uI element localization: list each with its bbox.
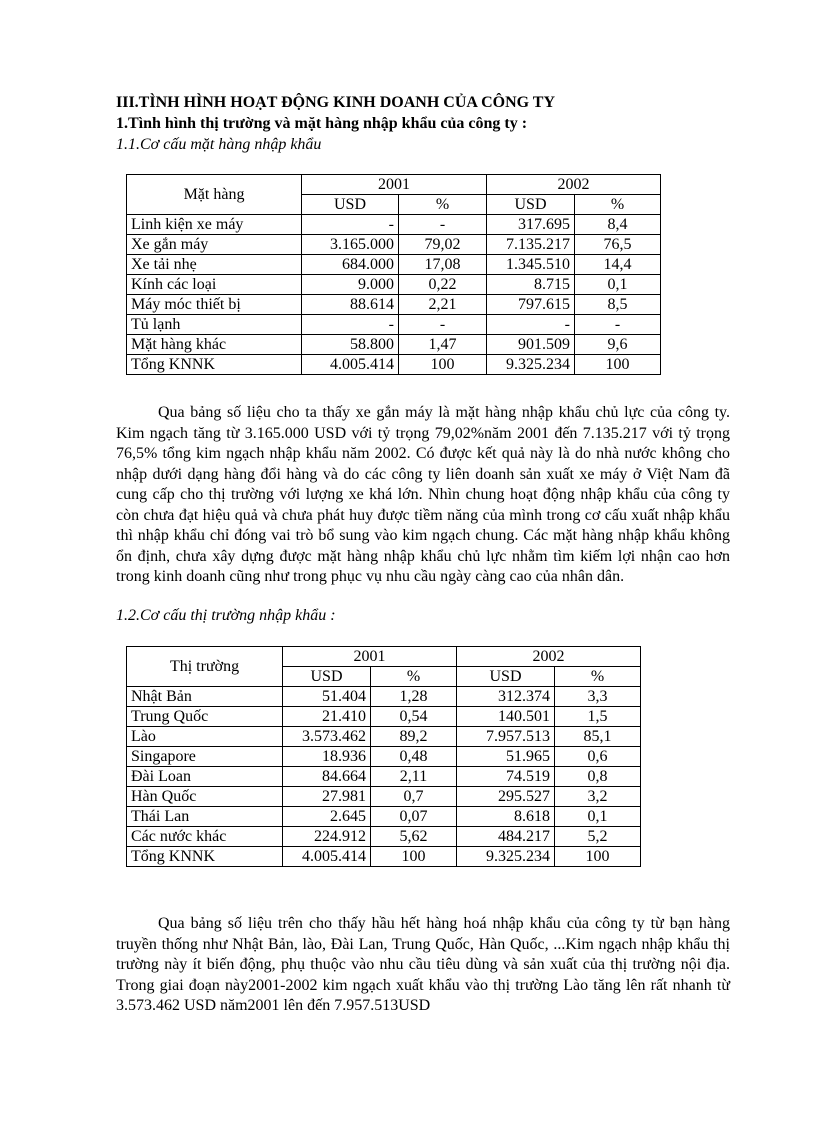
header-pct: %	[575, 195, 661, 215]
cell-name: Singapore	[127, 747, 283, 767]
cell-usd-2001: 51.404	[283, 687, 371, 707]
subsection-heading: 1.Tình hình thị trường và mặt hàng nhập khẩu của công ty :	[116, 115, 528, 132]
cell-usd-2001: 3.573.462	[283, 727, 371, 747]
cell-usd-2002: 9.325.234	[457, 847, 555, 867]
header-pct: %	[399, 195, 487, 215]
cell-usd-2002: 51.965	[457, 747, 555, 767]
cell-usd-2002: 901.509	[487, 335, 575, 355]
table-header-row	[127, 175, 661, 195]
cell-pct-2002: -	[575, 315, 661, 335]
cell-usd-2001: -	[302, 315, 399, 335]
cell-pct-2002: 1,5	[555, 707, 641, 727]
header-pct: %	[555, 667, 641, 687]
section-heading: III.TÌNH HÌNH HOẠT ĐỘNG KINH DOANH CỦA CÔNG TY	[116, 94, 556, 111]
header-year-2001: 2001	[283, 647, 457, 667]
cell-pct-2001: 100	[399, 355, 487, 375]
cell-usd-2002: 484.217	[457, 827, 555, 847]
cell-pct-2001: 0,07	[371, 807, 457, 827]
cell-name: Thái Lan	[127, 807, 283, 827]
cell-usd-2002: 295.527	[457, 787, 555, 807]
header-market: Thị trường	[127, 647, 283, 687]
subsection-1-2-heading: 1.2.Cơ cấu thị trường nhập khẩu :	[116, 607, 336, 624]
table-row	[127, 847, 641, 867]
header-pct: %	[371, 667, 457, 687]
cell-pct-2001: 100	[371, 847, 457, 867]
subsection-1-1-heading: 1.1.Cơ cấu mặt hàng nhập khẩu	[116, 136, 322, 153]
cell-pct-2001: 1,28	[371, 687, 457, 707]
cell-pct-2001: 1,47	[399, 335, 487, 355]
header-year-2002: 2002	[487, 175, 661, 195]
cell-pct-2001: 2,11	[371, 767, 457, 787]
cell-usd-2001: 58.800	[302, 335, 399, 355]
cell-pct-2002: 100	[575, 355, 661, 375]
cell-pct-2001: 79,02	[399, 235, 487, 255]
analysis-paragraph-1: Qua bảng số liệu cho ta thấy xe gắn máy là mặt hàng nhập khẩu chủ lực của công ty. Kim ngạch tăng từ 3.165.000 USD với tỷ trọng 79,02%năm 2001 đến 7.135.217 với tỷ trọng 76,5% tổng kim ngạch nhập khẩu năm 2002. Có được kết quả này là do nhà nước không cho nhập dưới dạng hàng đổi hàng và do các công ty liên doanh sản xuất xe máy ở Việt Nam đã cung cấp cho thị trường với lượng xe khá lớn. Nhìn chung hoạt động nhập khẩu của công ty còn chưa đạt hiệu quả và chưa phát huy được tiềm năng của mình trong cơ cấu xuất nhập khẩu thì nhập khẩu chỉ đóng vai trò bổ sung vào kim ngạch chung. Các mặt hàng nhập khẩu không ổn định, chưa xây dựng được mặt hàng nhập khẩu chủ lực nhằm tìm kiếm lợi nhận cao hơn trong kinh doanh cũng như trong phục vụ nhu cầu ngày càng cao của nhân dân.	[116, 404, 730, 585]
header-goods: Mặt hàng	[127, 175, 302, 215]
header-usd: USD	[457, 667, 555, 687]
table-row	[127, 727, 641, 747]
cell-name: Tổng KNNK	[127, 355, 302, 375]
cell-usd-2001: 9.000	[302, 275, 399, 295]
cell-usd-2001: 224.912	[283, 827, 371, 847]
table-row	[127, 687, 641, 707]
cell-usd-2001: 3.165.000	[302, 235, 399, 255]
table-row	[127, 255, 661, 275]
cell-pct-2001: 0,22	[399, 275, 487, 295]
cell-name: Máy móc thiết bị	[127, 295, 302, 315]
table-row	[127, 335, 661, 355]
cell-pct-2002: 9,6	[575, 335, 661, 355]
table-row	[127, 275, 661, 295]
cell-name: Trung Quốc	[127, 707, 283, 727]
table-header-row	[127, 647, 641, 667]
table-row	[127, 747, 641, 767]
table-row	[127, 295, 661, 315]
cell-usd-2001: -	[302, 215, 399, 235]
table-row	[127, 827, 641, 847]
cell-usd-2001: 2.645	[283, 807, 371, 827]
cell-usd-2002: 9.325.234	[487, 355, 575, 375]
table-row	[127, 315, 661, 335]
cell-usd-2002: 8.618	[457, 807, 555, 827]
cell-pct-2002: 8,5	[575, 295, 661, 315]
cell-usd-2001: 84.664	[283, 767, 371, 787]
cell-pct-2001: 89,2	[371, 727, 457, 747]
cell-usd-2002: 8.715	[487, 275, 575, 295]
cell-name: Xe tải nhẹ	[127, 255, 302, 275]
cell-usd-2002: 797.615	[487, 295, 575, 315]
cell-name: Hàn Quốc	[127, 787, 283, 807]
cell-pct-2001: 0,7	[371, 787, 457, 807]
cell-usd-2001: 27.981	[283, 787, 371, 807]
cell-usd-2001: 21.410	[283, 707, 371, 727]
analysis-paragraph-2: Qua bảng số liệu trên cho thấy hầu hết hàng hoá nhập khẩu của công ty từ bạn hàng truyền thống như Nhật Bản, lào, Đài Lan, Trung Quốc, Hàn Quốc, ...Kim ngạch nhập khẩu thị trường này ít biến động, phụ thuộc vào nhu cầu tiêu dùng và sản xuất của thị trường nội địa. Trong giai đoạn này2001-2002 kim ngạch xuất khẩu vào thị trường Lào tăng lên rất nhanh từ 3.573.462 USD năm2001 lên đến 7.957.513USD	[116, 915, 730, 1014]
import-markets-table	[126, 646, 641, 867]
cell-pct-2002: 14,4	[575, 255, 661, 275]
cell-usd-2002: 74.519	[457, 767, 555, 787]
header-year-2002: 2002	[457, 647, 641, 667]
cell-name: Nhật Bản	[127, 687, 283, 707]
cell-pct-2001: -	[399, 215, 487, 235]
header-year-2001: 2001	[302, 175, 487, 195]
cell-pct-2001: 0,48	[371, 747, 457, 767]
cell-pct-2001: 17,08	[399, 255, 487, 275]
cell-name: Lào	[127, 727, 283, 747]
cell-pct-2002: 0,6	[555, 747, 641, 767]
cell-pct-2002: 0,1	[575, 275, 661, 295]
cell-usd-2002: 140.501	[457, 707, 555, 727]
table-row	[127, 707, 641, 727]
cell-usd-2001: 18.936	[283, 747, 371, 767]
header-usd: USD	[302, 195, 399, 215]
cell-usd-2002: 312.374	[457, 687, 555, 707]
cell-name: Mặt hàng khác	[127, 335, 302, 355]
cell-pct-2002: 5,2	[555, 827, 641, 847]
cell-pct-2002: 85,1	[555, 727, 641, 747]
cell-pct-2002: 76,5	[575, 235, 661, 255]
cell-pct-2002: 100	[555, 847, 641, 867]
cell-pct-2002: 0,1	[555, 807, 641, 827]
cell-name: Tủ lạnh	[127, 315, 302, 335]
table-row	[127, 767, 641, 787]
cell-pct-2002: 3,3	[555, 687, 641, 707]
cell-usd-2002: -	[487, 315, 575, 335]
import-goods-table	[126, 174, 661, 375]
cell-usd-2001: 684.000	[302, 255, 399, 275]
cell-pct-2002: 8,4	[575, 215, 661, 235]
cell-usd-2001: 88.614	[302, 295, 399, 315]
table-row	[127, 235, 661, 255]
cell-pct-2001: 5,62	[371, 827, 457, 847]
cell-usd-2001: 4.005.414	[283, 847, 371, 867]
cell-name: Xe gắn máy	[127, 235, 302, 255]
cell-pct-2001: 0,54	[371, 707, 457, 727]
header-usd: USD	[487, 195, 575, 215]
table-row	[127, 215, 661, 235]
cell-name: Các nước khác	[127, 827, 283, 847]
table-row	[127, 807, 641, 827]
cell-pct-2002: 3,2	[555, 787, 641, 807]
table-row	[127, 355, 661, 375]
cell-name: Linh kiện xe máy	[127, 215, 302, 235]
cell-usd-2001: 4.005.414	[302, 355, 399, 375]
cell-pct-2002: 0,8	[555, 767, 641, 787]
cell-usd-2002: 7.957.513	[457, 727, 555, 747]
cell-usd-2002: 1.345.510	[487, 255, 575, 275]
cell-name: Đài Loan	[127, 767, 283, 787]
cell-name: Kính các loại	[127, 275, 302, 295]
cell-usd-2002: 7.135.217	[487, 235, 575, 255]
cell-usd-2002: 317.695	[487, 215, 575, 235]
header-usd: USD	[283, 667, 371, 687]
table-row	[127, 787, 641, 807]
cell-pct-2001: 2,21	[399, 295, 487, 315]
cell-name: Tổng KNNK	[127, 847, 283, 867]
cell-pct-2001: -	[399, 315, 487, 335]
